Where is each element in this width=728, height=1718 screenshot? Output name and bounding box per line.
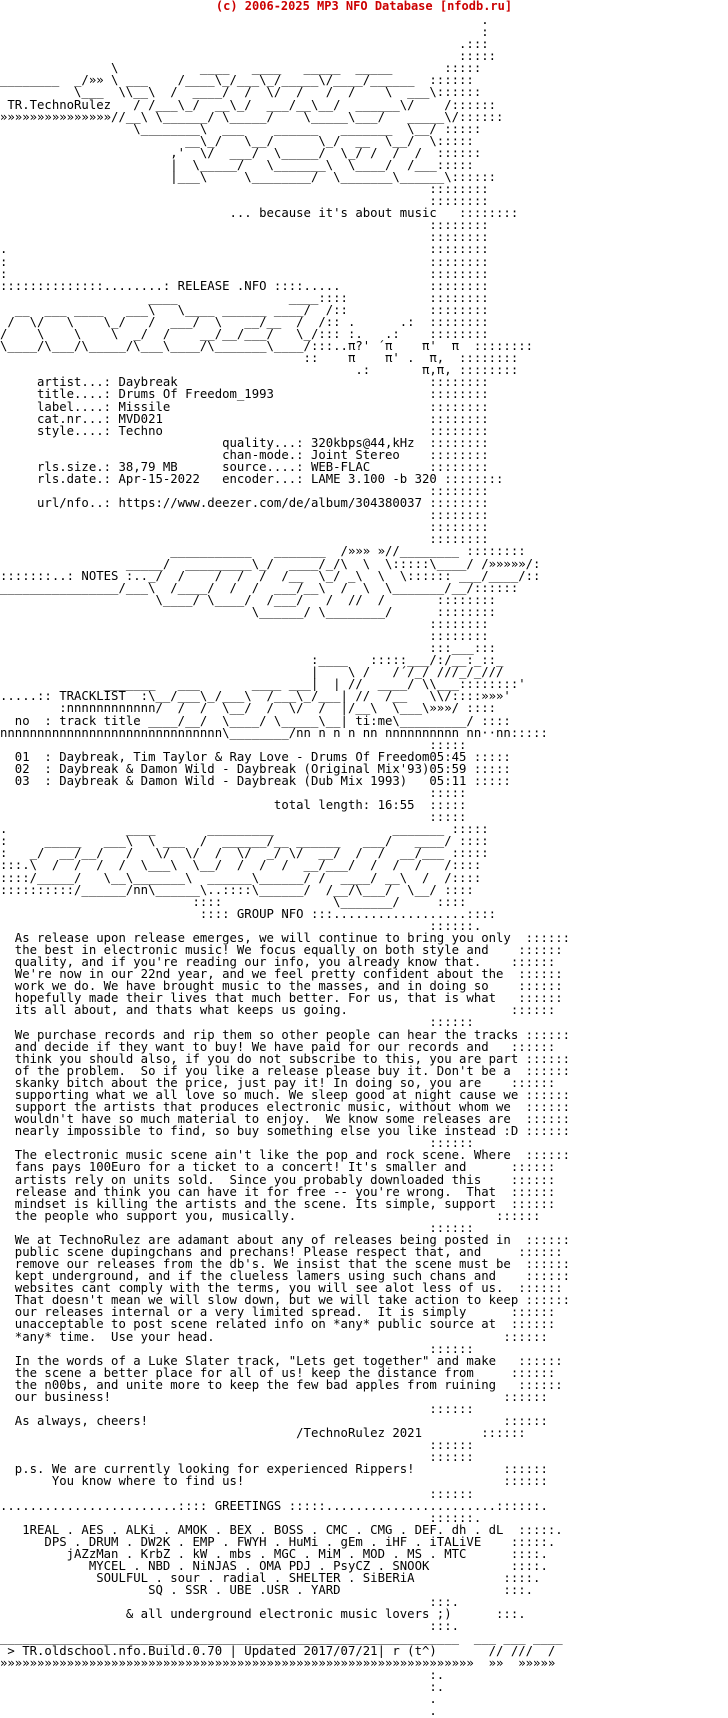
nfo-line: ________ _/»» \ ___ /____\_/___\_/_____\/____/______ :::::: [0,73,474,88]
nfo-line: :::::::: [0,532,489,547]
nfo-line: :::::: [0,1015,474,1030]
nfo-line: |___\ \________/ \_______\______\:::::: [0,170,497,185]
nfo-line: style....: Techno :::::::: [0,423,489,438]
nfo-line: :nnnnnnnnnnnn/ / / \__/ / \/ / |/__\ \___\»»»/ :::: [0,701,497,716]
nfo-line: mindset is killing the artists and the scene. Its simple, support :::::: [0,1196,556,1211]
nfo-line: nnnnnnnnnnnnnnnnnnnnnnnnnnnnnn\________/nn n n n nn nnnnnnnnnn nn··nn::::: [0,725,548,740]
nfo-line: : :::::::: [0,266,489,281]
nfo-line: :::::: [0,1450,474,1465]
nfo-line: :. [0,1667,445,1682]
nfo-line: We're now in our 22nd year, and we feel pretty confident about the :::::: [0,967,563,982]
nfo-line: . ____ _________ _______ ::::: [0,822,489,837]
nfo-line: kept underground, and if the clueless lamers using such chans and :::::: [0,1269,571,1284]
nfo-line: artists rely on units sold. Since you probably downloaded this :::::: [0,1172,556,1187]
nfo-line: ::::: [0,49,497,64]
nfo-line: :::::::: [0,230,489,245]
nfo-line: url/nfo..: https://www.deezer.com/de/album/304380037 :::::::: [0,496,489,511]
nfo-line: p.s. We are currently looking for experienced Rippers! :::::: [0,1462,548,1477]
nfo-line: ::::/_____/ \__\_______\ ______\______/ / ____/ __\ / /:::: [0,870,482,885]
nfo-line: The electronic music scene ain't like the pop and rock scene. Where :::::: [0,1148,571,1163]
nfo-line: : _____ ___\ \ ___ / ______/__ ______ ___/ ____/ :::: [0,834,489,849]
nfo-line: fans pays 100Euro for a ticket to a concert! It's smaller and :::::: [0,1160,556,1175]
nfo-line: supporting what we all love so much. We sleep good at night cause we :::::: [0,1087,571,1102]
nfo-line: In the words of a Luke Slater track, "Lets get together" and make :::::: [0,1353,563,1368]
nfo-line: unacceptable to post scene related info on *any* public source at :::::: [0,1317,556,1332]
nfo-line: :. [0,1679,445,1694]
nfo-line: hopefully made their lives that much better. For us, that is what :::::: [0,991,563,1006]
nfo-line: wouldn't have so much material to enjoy. We know some releases are :::::: [0,1112,571,1127]
nfo-line: ... because it's about music :::::::: [0,206,519,221]
nfo-line: total length: 16:55 ::::: [0,798,467,813]
nfo-line: cat.nr...: MVD021 :::::::: [0,411,489,426]
nfo-line: the scene a better place for all of us! keep the distance from :::::: [0,1365,556,1380]
nfo-line: . [0,1691,437,1706]
nfo-line: »»»»»»»»»»»»»»»»»»»»»»»»»»»»»»»»»»»»»»»»»»»»»»»»»»»»»»»»»»»»»»»» »» »»»»» [0,1655,556,1670]
nfo-line: :::: \_______/ :::: [0,894,467,909]
nfo-line: | \_____/ \_______\ \____/ /___::::: [0,157,474,172]
nfo-line: :::::: [0,1438,474,1453]
nfo-line: :::::::: [0,616,489,631]
nfo-line: TR.TechnoRulez / /___\_/ __\_/ ___/__\__/ ______\/ /:::::: [0,97,497,112]
nfo-line: its all about, and thats what keeps us going. :::::: [0,1003,556,1018]
nfo-line: nearly impossible to find, so buy something else you like instead :D :::::: [0,1124,571,1139]
nfo-line: _______ ___ ____ ___| | // ____/ \\___::::::::' [0,677,526,692]
nfo-line: quality, and if you're reading our info, you already know that. :::::: [0,955,556,970]
nfo-line: :::::::: [0,628,489,643]
nfo-line: \____/ \____/ /___/ / // / :::::::: [0,592,497,607]
nfo-line: our business! :::::: [0,1389,548,1404]
nfo-line: & all underground electronic music lovers ;) :::. [0,1607,526,1622]
nfo-line: :____ :::::___/:/__:_::_ [0,653,504,668]
nfo-line: jAZzMan . KrbZ . kW . mbs . MGC . MiM . MOD . MS . MTC ::::. [0,1546,548,1561]
nfo-line: .: π,π, :::::::: [0,363,519,378]
nfo-line: the people who support you, musically. :::::: [0,1208,541,1223]
nfo-line: ___________ _______ /»»» »//________ :::::::: [0,544,526,559]
nfo-line: __ ___ ____ ___\ \____ ______ ____/ /:: :::::::: [0,302,489,317]
nfo-line: ::::::::::/______/nn\______\..::::\______/ /__/\___/ \__/ :::: [0,882,474,897]
nfo-line: the n00bs, and unite more to keep the few bad apples from ruining :::::: [0,1377,563,1392]
nfo-line: our releases internal or a very limited spread. It is simply :::::: [0,1305,556,1320]
nfo-line: ,' \/ ___/ \_____/ \_/ / / / :::::: [0,145,482,160]
nfo-line: ::::::. [0,918,482,933]
nfo-line: \______/ \________/ :::::::: [0,604,497,619]
nfo-line: :::::::: [0,520,489,535]
nfo-line: DPS . DRUM . DW2K . EMP . FWYH . HuMi . gEm . iHF . iTALiVE :::::. [0,1534,556,1549]
nfo-line: chan-mode.: Joint Stereo :::::::: [0,447,489,462]
nfo-line: We at TechnoRulez are adamant about any of releases being posted in :::::: [0,1232,571,1247]
nfo-line: of the problem. So if you like a release please buy it. Don't be a :::::: [0,1063,571,1078]
nfo-line: ::::::::::::::........: RELEASE .NFO ::::..... :::::::: [0,278,489,293]
nfo-line: :::::: [0,1486,474,1501]
nfo-line: the best in electronic music! We focus equally on both style and :::::: [0,943,563,958]
nfo-line: release and think you can have it for free -- you're wrong. That :::::: [0,1184,556,1199]
nfo-line: :::::::: [0,218,489,233]
nfo-line: no : track title ____/__/ \____/ \_____\__| ti:me\_________/ :::: [0,713,511,728]
nfo-line: As release upon release emerges, we will continue to bring you only :::::: [0,930,571,945]
nfo-line: ____ ____:::: :::::::: [0,290,489,305]
nfo-line: .::: [0,37,489,52]
nfo-line: :::.\ / / / / \___\ \__/ / / / __/___/ / / / /:::: [0,858,482,873]
nfo-line: /TechnoRulez 2021 :::::: [0,1426,526,1441]
nfo-line: :::. [0,1595,460,1610]
nfo-line: *any* time. Use your head. :::::: [0,1329,548,1344]
nfo-line: : [0,25,489,40]
nfo-line: :::::: [0,1401,474,1416]
nfo-line: :::::: [0,1136,474,1151]
nfo-line: SOULFUL . sour . radial . SHELTER . SiBERiA ::::. [0,1571,541,1586]
nfo-line: rls.date.: Apr-15-2022 encoder...: LAME 3.100 -b 320 :::::::: [0,471,504,486]
nfo-line: think you should also, if you do not subscribe to this, you are part :::::: [0,1051,571,1066]
nfo-line: public scene dupingchans and prechans! Please respect that, and :::::: [0,1244,563,1259]
nfo-line: :::::::: [0,182,489,197]
nfo-line: : :::::::: [0,254,489,269]
nfo-line: . [0,1703,437,1718]
nfo-line: \____/\___/\_____/\___\____/\_______\____/:::..π?' ´π π' π :::::::: [0,339,534,354]
nfo-line: :::. [0,1619,460,1634]
nfo-line: :: π π' . π, :::::::: [0,351,519,366]
nfo-line: :::::::: [0,484,489,499]
nfo-line: We purchase records and rip them so other people can hear the tracks :::::: [0,1027,571,1042]
nfo-line: :::___::: [0,641,497,656]
nfo-line: support the artists that produces electronic music, without whom we :::::: [0,1100,571,1115]
site-copyright-header: (c) 2006-2025 MP3 NFO Database [nfodb.ru] [215,0,513,13]
nfo-line: > TR.oldschool.nfo.Build.0.70 | Updated 2017/07/21| r (t^) // /// / [0,1643,556,1658]
nfo-line: ::::: [0,786,467,800]
nfo-line: ________________/___\ /____/ / / ___/__\ / \ \_______/__/:::::: [0,580,519,595]
nfo-line: 01 : Daybreak, Tim Taylor & Ray Love - Drums Of Freedom05:45 ::::: [0,749,511,764]
nfo-line: __\_/ \__/ \_/ __ \__/ \::::: [0,133,474,148]
nfo-line: ........................:::: GREETINGS :::::.......................::::::. [0,1498,548,1513]
nfo-line: As always, cheers! :::::: [0,1414,548,1429]
nfo-line: : _/ __/__/ / \/ \/ / \/ _/ \/ __/ / / __/___ ::::: [0,846,489,861]
nfo-line: :::::: [0,1220,474,1235]
nfo-line: :::::: [0,1341,474,1356]
nfo-line: rls.size.: 38,79 MB source....: WEB-FLAC :::::::: [0,459,489,474]
nfo-line: MYCEL . NBD . NiNJAS . OMA PDJ . PsyCZ . SNOOK ::::. [0,1559,548,1573]
nfo-line: label....: Missile :::::::: [0,399,489,414]
nfo-line: :::::::..: NOTES :.._/ / / / / /__ \_/ _\ \ \:::::: ___/____/:: [0,568,541,583]
nfo-line: ::::: [0,810,467,825]
nfo-line: ::::: [0,737,467,752]
nfo-line: :::::::: [0,508,489,523]
nfo-line: work we do. We have brought music to the masses, and in doing so :::::: [0,979,563,994]
nfo-line: \ ____ ____ _____ _____ ::::: [0,61,482,76]
nfo-line: \________\ ___ ______ _______ \__/ ::::: [0,121,482,136]
nfo-line: 1REAL . AES . ALKi . AMOK . BEX . BOSS . CMC . CMG . DEF. dh . dL :::::. [0,1522,563,1537]
nfo-line: \___ \\__\ / ____/ / \/ / / / \ ___\:::::: [0,85,482,100]
nfo-line: :::::::: [0,194,489,209]
nfo-line: :::: GROUP NFO :::..................:::: [0,906,497,921]
nfo-ascii-text [0,14,570,1717]
nfo-line: / \ \ \ _/ / __/__/___/ \_/::: :. .: :::::::: [0,327,489,342]
nfo-line: SQ . SSR . UBE .USR . YARD :::. [0,1583,534,1598]
nfo-line: / \/ \ \_/ / ___/ \ __/__ / /:: . .: :::::::: [0,314,489,329]
nfo-line: . [0,13,489,27]
nfo-line: ::::::. [0,1510,482,1525]
nfo-line: . :::::::: [0,242,489,257]
nfo-line: | \ / /´/_/ ///_/_/// [0,665,504,680]
nfo-line: ______________________________________________________________ ___ ___ ____ [0,1631,563,1646]
nfo-line: and decide if they want to buy! We have paid for our records and :::::: [0,1039,556,1054]
nfo-line: artist...: Daybreak :::::::: [0,375,489,390]
nfo-line: _____/ _________\_/ ____/_/\ \ \:::::\____/ /»»»»»/: [0,556,541,571]
nfo-line: skanky bitch about the price, just pay it! In doing so, you are :::::: [0,1075,556,1090]
nfo-line: title....: Drums Of Freedom_1993 :::::::: [0,387,489,402]
nfo-line: websites cant comply with the terms, you will see alot less of us. :::::: [0,1281,563,1296]
nfo-line: quality...: 320kbps@44,kHz :::::::: [0,435,489,450]
nfo-line: »»»»»»»»»»»»»»»//__\ \______/ \_____/ \_____\___/ _____\/:::::: [0,109,504,124]
nfo-line: 03 : Daybreak & Damon Wild - Daybreak (Dub Mix 1993) 05:11 ::::: [0,773,511,788]
nfo-line: .....:: TRACKLIST :\__/___\_/___\ /___\_/___| // /__ \\/::::»»»' [0,689,511,704]
nfo-line: That doesn't mean we will slow down, but we will take action to keep :::::: [0,1293,571,1308]
nfo-line: remove our releases from the db's. We insist that the scene must be :::::: [0,1257,571,1272]
nfo-line: You know where to find us! :::::: [0,1474,548,1489]
nfo-line: 02 : Daybreak & Damon Wild - Daybreak (Original Mix'93)05:59 ::::: [0,761,511,776]
